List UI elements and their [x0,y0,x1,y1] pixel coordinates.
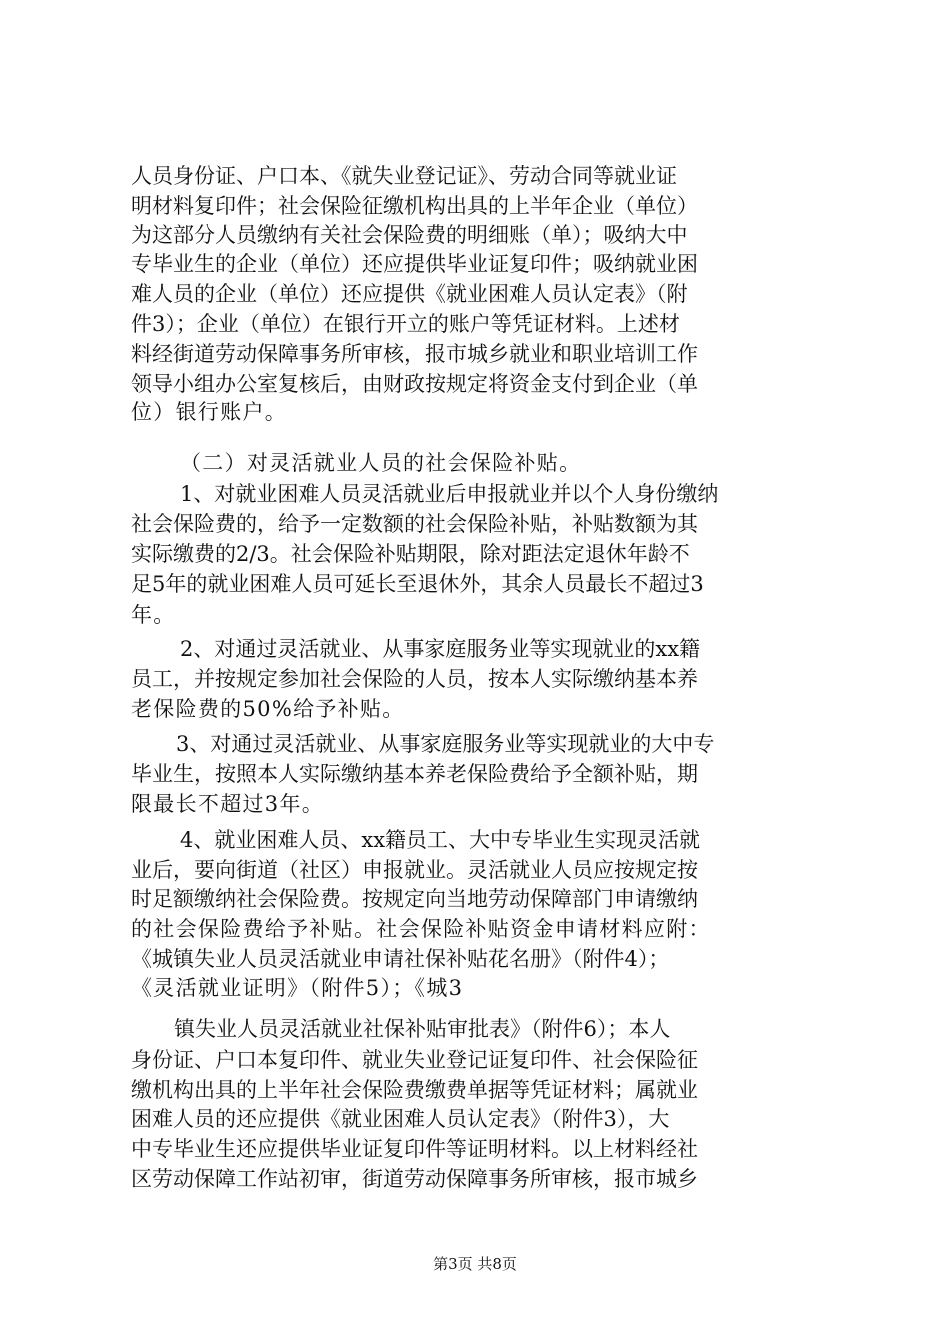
text-line: 毕业生，按照本人实际缴纳基本养老保险费给予全额补贴，期 [131,762,698,786]
text-line: 年。 [131,603,176,627]
text-line: 领导小组办公室复核后，由财政按规定将资金支付到企业（单 [131,372,698,396]
text-line: 缴机构出具的上半年社会保险费缴费单据等凭证材料；属就业 [131,1078,698,1102]
text-line: 区劳动保障工作站初审，街道劳动保障事务所审核，报市城乡 [131,1167,698,1191]
text-line: 难人员的企业（单位）还应提供《就业困难人员认定表》（附 [131,282,688,306]
text-line: 4、就业困难人员、xx籍员工、大中专毕业生实现灵活就 [180,828,701,852]
text-line: 实际缴费的2/3。社会保险补贴期限，除对距法定退休年龄不 [131,542,690,566]
text-line: 老保险费的50%给予补贴。 [131,697,405,721]
text-line: 位）银行账户。 [131,400,288,424]
text-line: 中专毕业生还应提供毕业证复印件等证明材料。以上材料经社 [131,1137,698,1161]
text-line: 料经街道劳动保障事务所审核，报市城乡就业和职业培训工作 [131,342,698,366]
text-line: 员工，并按规定参加社会保险的人员，按本人实际缴纳基本养 [131,667,698,691]
text-line: 《灵活就业证明》（附件5）；《城3 [131,976,464,1000]
text-line: 困难人员的还应提供《就业困难人员认定表》（附件3），大 [131,1107,670,1131]
text-line: 专毕业生的企业（单位）还应提供毕业证复印件；吸纳就业困 [131,252,698,276]
text-line: 社会保险费的，给予一定数额的社会保险补贴，补贴数额为其 [131,512,698,536]
page-number-footer: 第3页 共8页 [433,1255,517,1273]
text-line: 1、对就业困难人员灵活就业后申报就业并以个人身份缴纳 [180,482,719,506]
text-line: 业后，要向街道（社区）申报就业。灵活就业人员应按规定按 [131,858,698,882]
text-line: 3、对通过灵活就业、从事家庭服务业等实现就业的大中专 [176,732,715,756]
text-line: 《城镇失业人员灵活就业申请社保补贴花名册》（附件4）； [131,947,670,971]
text-line: 的社会保险费给予补贴。社会保险补贴资金申请材料应附： [131,917,711,941]
text-line: 件3）；企业（单位）在银行开立的账户等凭证材料。上述材 [131,312,680,336]
text-line: 足5年的就业困难人员可延长至退休外，其余人员最长不超过3 [131,572,704,596]
text-line: 2、对通过灵活就业、从事家庭服务业等实现就业的xx籍 [180,637,701,661]
text-line: 限最长不超过3年。 [131,792,325,816]
text-line: 身份证、户口本复印件、就业失业登记证复印件、社会保险征 [131,1048,698,1072]
text-line: 时足额缴纳社会保险费。按规定向当地劳动保障部门申请缴纳 [131,887,698,911]
text-line: 为这部分人员缴纳有关社会保险费的明细账（单）；吸纳大中 [131,223,688,247]
section-heading: （二）对灵活就业人员的社会保险补贴。 [180,451,582,475]
text-line: 明材料复印件；社会保险征缴机构出具的上半年企业（单位） [131,194,698,218]
text-line: 镇失业人员灵活就业社保补贴审批表》（附件6）；本人 [174,1017,671,1041]
text-line: 人员身份证、户口本、《就失业登记证》、劳动合同等就业证 [131,164,677,188]
